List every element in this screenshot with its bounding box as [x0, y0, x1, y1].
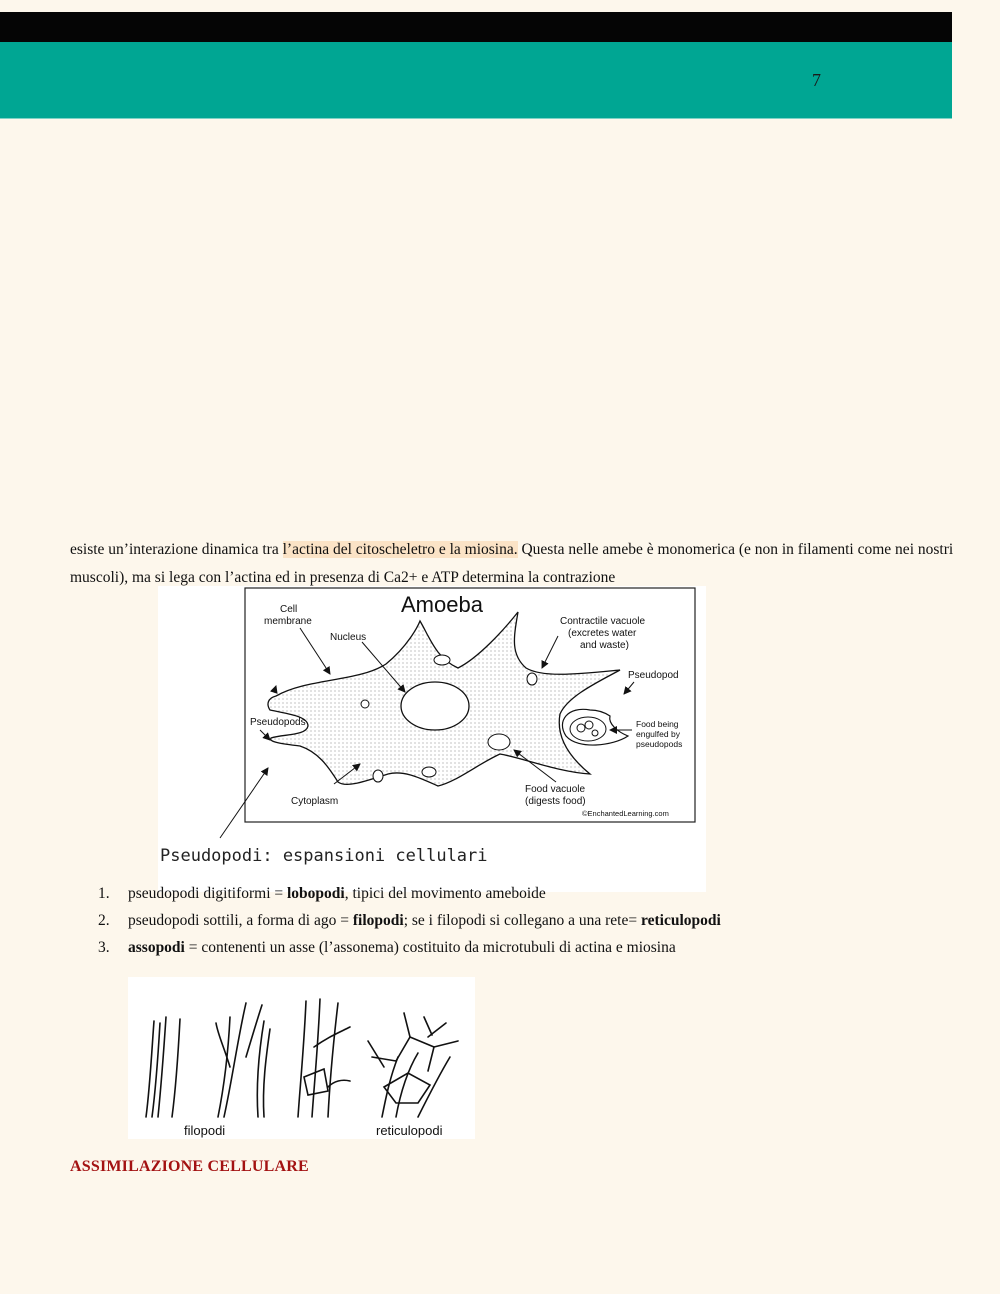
- contractile-vacuole-shape: [527, 673, 537, 685]
- label-contractile-vacuole: Contractile vacuole: [560, 616, 646, 627]
- page-number: 7: [812, 70, 821, 90]
- label-food-engulfed: Food being: [636, 719, 679, 729]
- list-number: 2.: [98, 912, 110, 929]
- label-contractile-vacuole-2: (excretes water: [568, 628, 637, 639]
- label-food-vacuole: Food vacuole: [525, 784, 586, 795]
- label-contractile-vacuole-3: and waste): [580, 640, 629, 651]
- label-food-engulfed-3: pseudopods: [636, 739, 683, 749]
- pseudopod-types-list: [98, 880, 968, 961]
- header-black-bar: [0, 12, 952, 42]
- list-item: 3. assopodi = contenenti un asse (l’assonema) costituito da microtubuli di actina e miosina: [98, 934, 968, 961]
- header-teal-band: [0, 42, 952, 119]
- filopodia-diagram: [128, 977, 475, 1139]
- term-assopodi: assopodi: [128, 939, 185, 956]
- filopodia-figure: [128, 977, 475, 1139]
- term-reticulopodi: reticulopodi: [641, 912, 721, 929]
- small-vacuole: [361, 700, 369, 708]
- highlighted-text: l’actina del citoscheletro e la miosina.: [282, 541, 518, 558]
- figure-caption: Pseudopodi: espansioni cellulari: [160, 846, 488, 866]
- list-number: 3.: [98, 939, 110, 956]
- list-item: 1. pseudopodi digitiformi = lobopodi, tipici del movimento ameboide: [98, 880, 968, 907]
- label-cell-membrane: Cell: [280, 604, 298, 615]
- label-pseudopod: Pseudopod: [628, 670, 679, 681]
- label-cytoplasm: Cytoplasm: [291, 796, 339, 807]
- term-lobopodi: lobopodi: [287, 885, 345, 902]
- small-vacuole: [373, 770, 383, 782]
- food-vacuole-shape: [488, 734, 510, 750]
- label-reticulopodi: reticulopodi: [376, 1123, 443, 1138]
- paragraph-text-start: esiste un’interazione dinamica tra: [70, 541, 283, 558]
- label-food-engulfed-2: engulfed by: [636, 729, 680, 739]
- label-cell-membrane-2: membrane: [264, 616, 312, 627]
- label-filopodi: filopodi: [184, 1123, 226, 1138]
- food-particle: [434, 655, 450, 665]
- paragraph-text-end: Questa nelle amebe è monomerica (e non in filamenti come nei nostri muscoli), ma si lega con l’actina ed in presenza di Ca2+ e ATP determina la contrazione: [70, 541, 954, 586]
- amoeba-title: Amoeba: [401, 592, 483, 617]
- list-item: 2. pseudopodi sottili, a forma di ago = filopodi; se i filopodi si collegano a una rete= reticulopodi: [98, 907, 968, 934]
- term-filopodi: filopodi: [352, 912, 404, 929]
- image-credit: ©EnchantedLearning.com: [582, 809, 669, 818]
- label-pseudopods: Pseudopods: [250, 717, 306, 728]
- list-number: 1.: [98, 885, 110, 902]
- section-heading: ASSIMILAZIONE CELLULARE: [70, 1158, 309, 1175]
- nucleus-shape: [401, 682, 469, 730]
- body-paragraph: [70, 536, 960, 592]
- label-nucleus: Nucleus: [330, 632, 367, 643]
- food-particle: [422, 767, 436, 777]
- label-food-vacuole-2: (digests food): [525, 796, 586, 807]
